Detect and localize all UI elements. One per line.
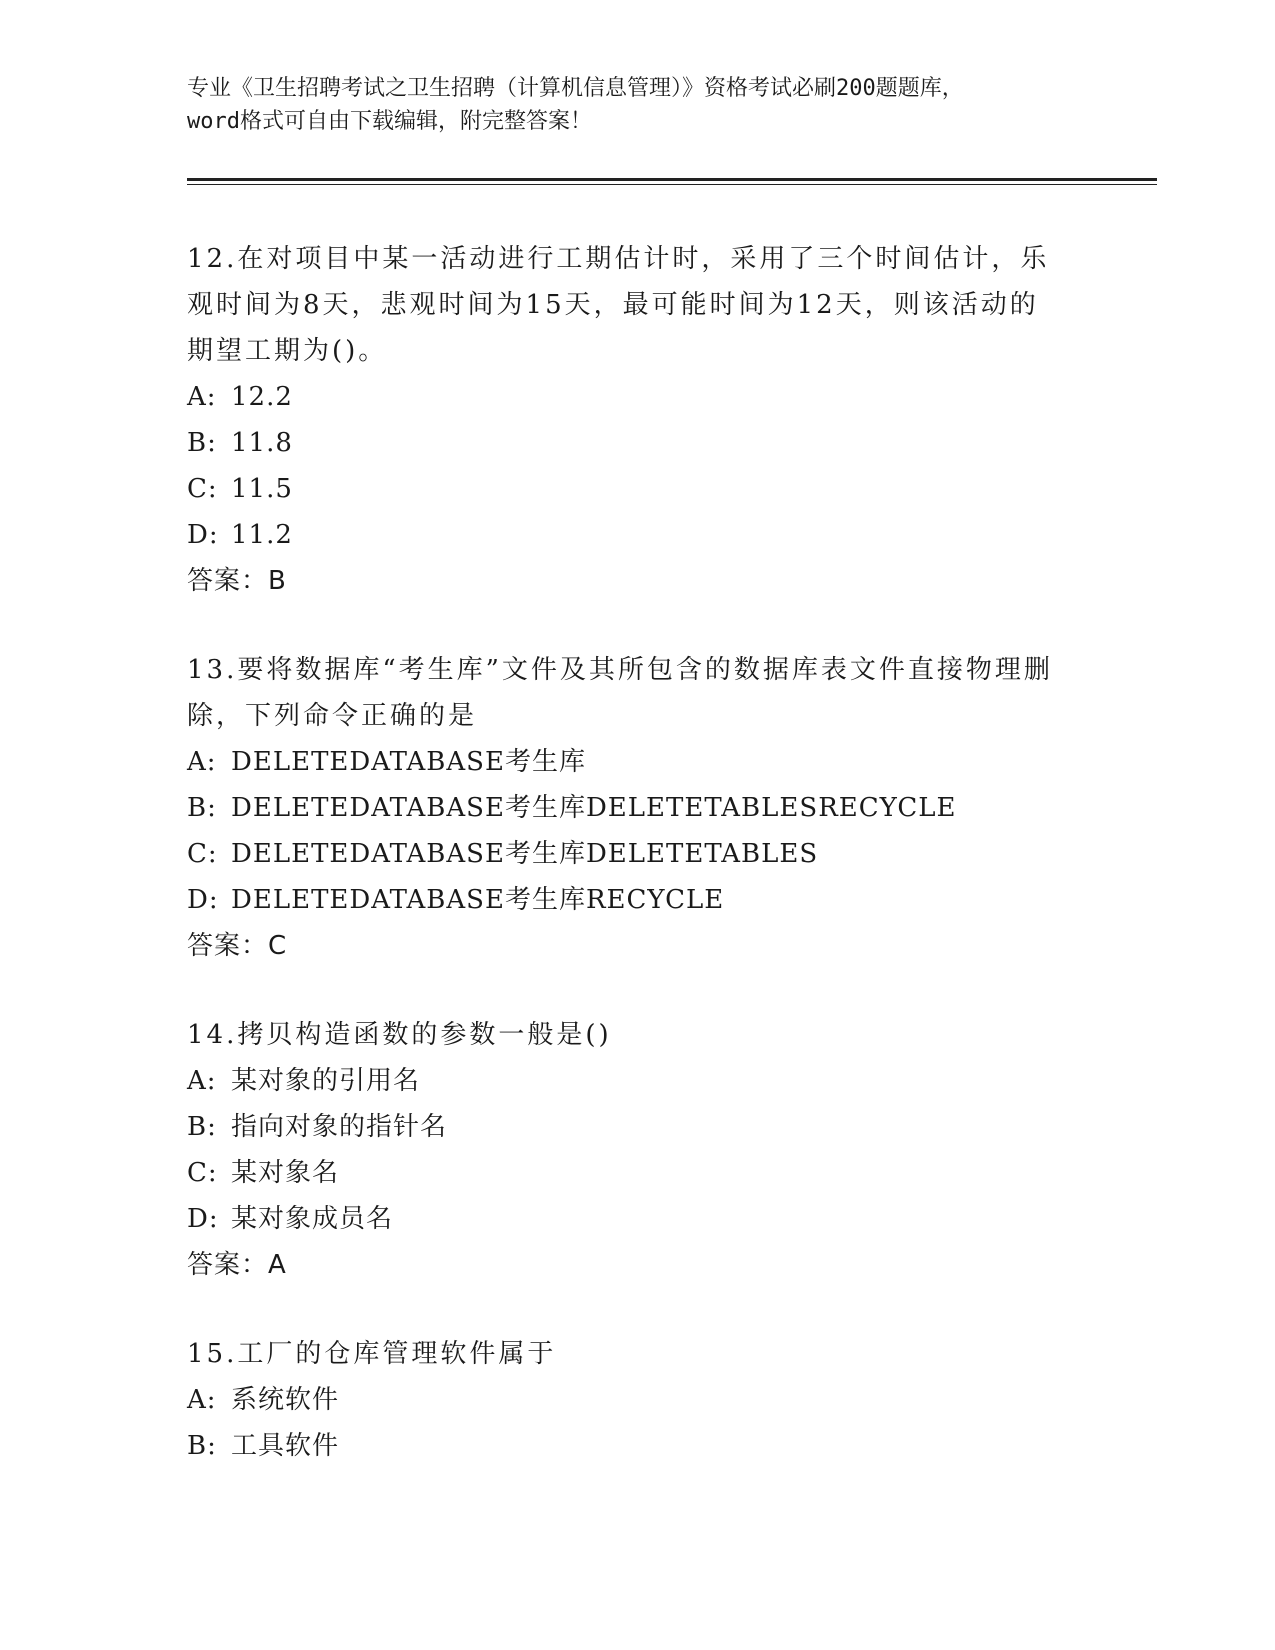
option-d <box>187 1196 1087 1242</box>
option-b <box>187 1104 1087 1150</box>
option-d <box>187 512 1087 558</box>
option-text: 某对象的引用名 <box>231 1066 421 1096</box>
option-text: 指向对象的指针名 <box>231 1112 448 1142</box>
option-text: 某对象名 <box>231 1158 340 1188</box>
question-15 <box>187 1331 1087 1469</box>
option-key: B: <box>187 1431 217 1461</box>
option-text: DELETEDATABASE考生库DELETETABLES <box>231 839 819 869</box>
option-a <box>187 1058 1087 1104</box>
document-header <box>187 72 1087 138</box>
option-key: C: <box>187 839 218 869</box>
answer-line: 答案：A <box>187 1250 287 1280</box>
answer-line: 答案：C <box>187 931 288 961</box>
question-14 <box>187 1012 1087 1288</box>
option-a <box>187 374 1087 420</box>
option-b <box>187 1423 1087 1469</box>
option-key: A: <box>187 747 217 777</box>
option-c <box>187 466 1087 512</box>
option-text: 11.2 <box>231 520 293 550</box>
question-12 <box>187 236 1087 604</box>
option-key: D: <box>187 520 219 550</box>
option-key: D: <box>187 885 219 915</box>
option-d <box>187 877 1087 923</box>
option-text: DELETEDATABASE考生库RECYCLE <box>231 885 725 915</box>
option-text: 12.2 <box>231 382 293 412</box>
header-divider-thin <box>187 184 1157 185</box>
question-text: 13.要将数据库“考生库”文件及其所包含的数据库表文件直接物理删除，下列命令正确的是 <box>187 655 1053 731</box>
option-key: B: <box>187 428 217 458</box>
option-c <box>187 1150 1087 1196</box>
option-text: 11.5 <box>231 474 293 504</box>
question-text: 14.拷贝构造函数的参数一般是() <box>187 1020 612 1050</box>
option-a <box>187 1377 1087 1423</box>
option-key: B: <box>187 1112 217 1142</box>
question-text: 15.工厂的仓库管理软件属于 <box>187 1339 557 1369</box>
option-c <box>187 831 1087 877</box>
option-key: D: <box>187 1204 219 1234</box>
question-13 <box>187 647 1087 969</box>
option-key: A: <box>187 1066 217 1096</box>
question-list <box>187 236 1087 1512</box>
option-text: 11.8 <box>231 428 293 458</box>
option-key: C: <box>187 1158 218 1188</box>
header-line-2: word格式可自由下载编辑，附完整答案！ <box>187 109 592 134</box>
header-line-1: 专业《卫生招聘考试之卫生招聘（计算机信息管理）》资格考试必刷200题题库， <box>187 76 964 101</box>
option-text: 某对象成员名 <box>231 1204 394 1234</box>
option-text: 系统软件 <box>231 1385 340 1415</box>
option-b <box>187 420 1087 466</box>
option-text: DELETEDATABASE考生库DELETETABLESRECYCLE <box>231 793 957 823</box>
option-text: DELETEDATABASE考生库 <box>231 747 586 777</box>
option-text: 工具软件 <box>231 1431 340 1461</box>
header-divider-thick <box>187 178 1157 181</box>
option-key: C: <box>187 474 218 504</box>
option-b <box>187 785 1087 831</box>
option-key: A: <box>187 1385 217 1415</box>
option-key: B: <box>187 793 217 823</box>
option-key: A: <box>187 382 217 412</box>
answer-line: 答案：B <box>187 566 287 596</box>
option-a <box>187 739 1087 785</box>
question-text: 12.在对项目中某一活动进行工期估计时，采用了三个时间估计，乐观时间为8天，悲观时间为15天，最可能时间为12天，则该活动的期望工期为()。 <box>187 244 1050 366</box>
